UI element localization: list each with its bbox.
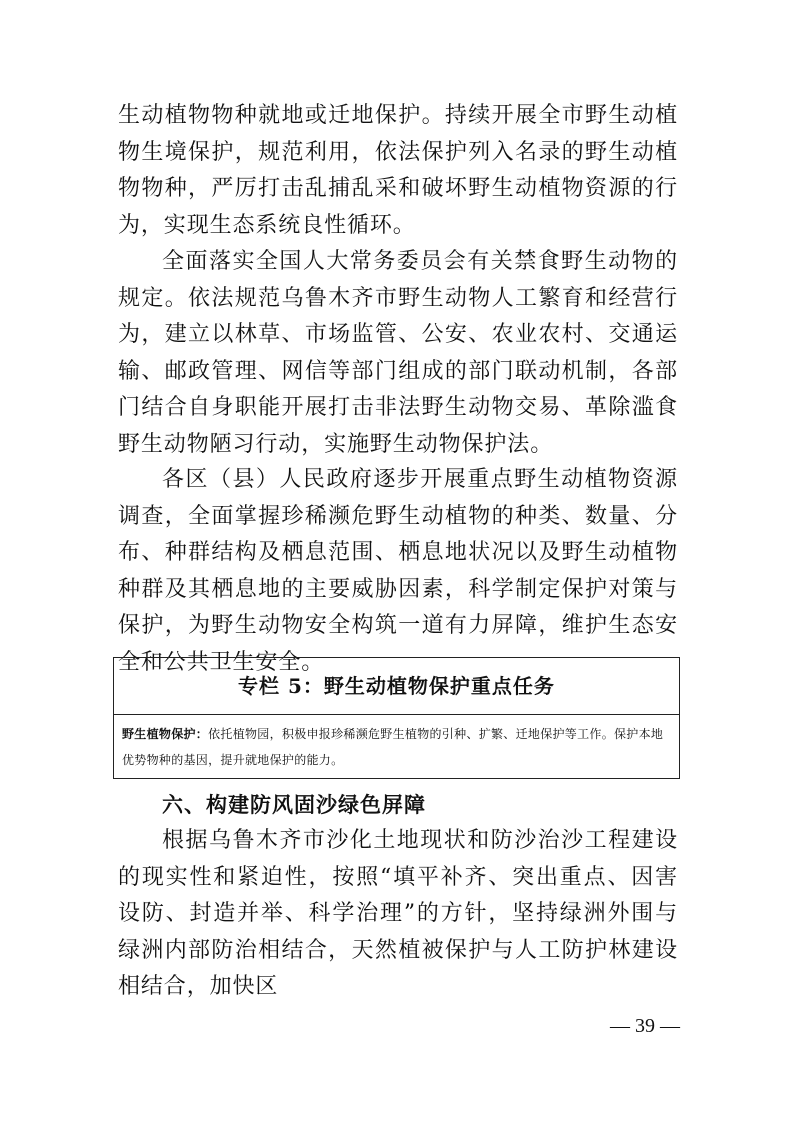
section-heading: 六、构建防风固沙绿色屏障 <box>162 793 426 817</box>
feature-box-text: 依托植物园，积极申报珍稀濒危野生植物的引种、扩繁、迁地保护等工作。保护本地优势物种的基因，提升就地保护的能力。 <box>122 727 664 767</box>
feature-box-title: 专栏 5：野生动植物保护重点任务 <box>114 658 679 715</box>
feature-box-lead: 野生植物保护： <box>122 727 209 741</box>
paragraph-continuation: 生动植物物种就地或迁地保护。持续开展全市野生动植物生境保护，规范利用，依法保护列入名录的野生动植物物种，严厉打击乱捕乱采和破坏野生动植物资源的行为，实现生态系统良性循环。 <box>118 103 678 238</box>
paragraph-resource-survey: 各区（县）人民政府逐步开展重点野生动植物资源调查，全面掌握珍稀濒危野生动植物的种类、数量、分布、种群结构及栖息范围、栖息地状况以及野生动植物种群及其栖息地的主要威胁因素，科学制定保护对策与保护，为野生动物安全构筑一道有力屏障，维护生态安全和公共卫生安全。 <box>118 467 678 675</box>
paragraph-sand-control: 根据乌鲁木齐市沙化土地现状和防沙治沙工程建设的现实性和紧迫性，按照“填平补齐、突出重点、因害设防、封造并举、科学治理”的方针，坚持绿洲外围与绿洲内部防治相结合，天然植被保护与人工防护林建设相结合，加快区 <box>118 828 678 999</box>
feature-box-body <box>122 721 674 773</box>
paragraph-wildlife-ban: 全面落实全国人大常务委员会有关禁食野生动物的规定。依法规范乌鲁木齐市野生动物人工繁育和经营行为，建立以林草、市场监管、公安、农业农村、交通运输、邮政管理、网信等部门组成的部门联动机制，各部门结合自身职能开展打击非法野生动物交易、革除滥食野生动物陋习行动，实施野生动物保护法。 <box>118 249 678 457</box>
page-number: — 39 — <box>610 1015 680 1037</box>
feature-box <box>113 657 680 779</box>
